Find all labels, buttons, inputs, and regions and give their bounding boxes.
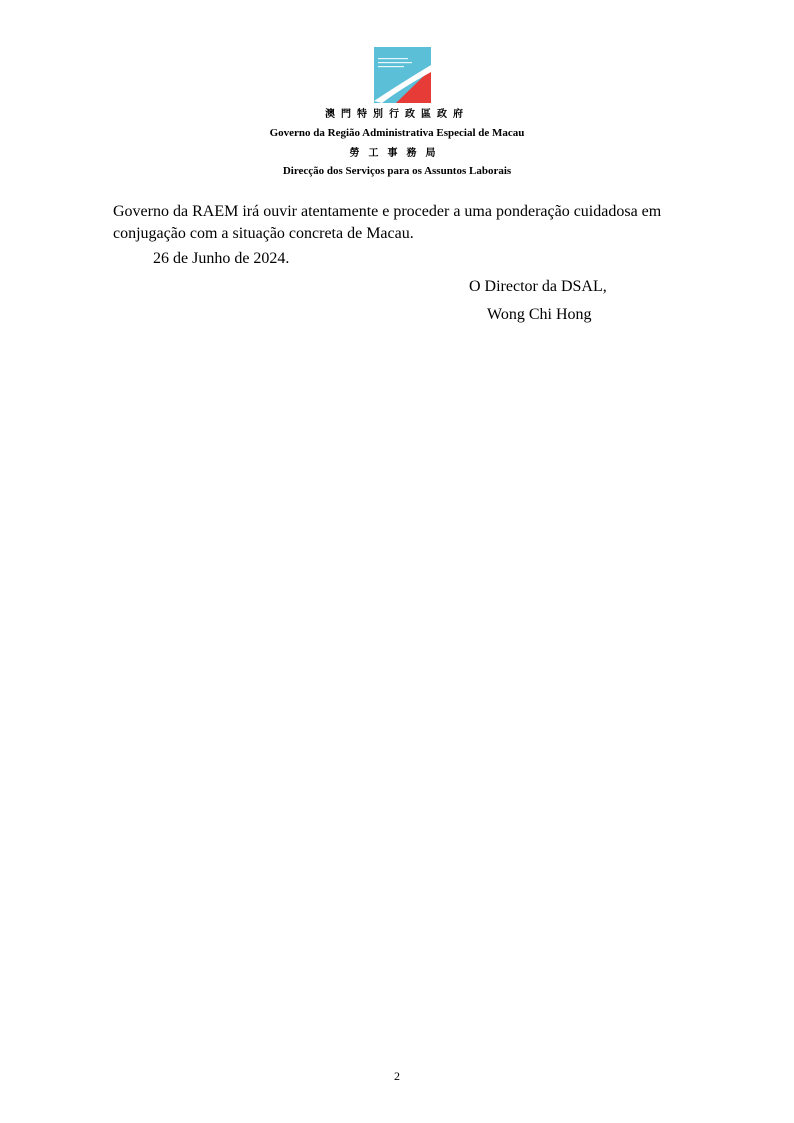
signatory-title: O Director da DSAL,: [469, 278, 607, 295]
department-name-chinese: 勞工事務局: [349, 148, 445, 159]
government-name-portuguese: Governo da Região Administrativa Especial de Macau: [269, 127, 525, 139]
letter-date: 26 de Junho de 2024.: [153, 250, 290, 267]
department-name-portuguese: Direcção dos Serviços para os Assuntos Laborais: [282, 165, 512, 177]
page-number: 2: [394, 1069, 400, 1083]
body-paragraph: Governo da RAEM irá ouvir atentamente e proceder a uma ponderação cuidadosa em conjugação com a situação concreta de Macau.: [113, 203, 662, 242]
government-name-chinese: 澳門特別行政區政府: [325, 109, 469, 120]
dsal-logo-icon: [374, 47, 431, 103]
signatory-name: Wong Chi Hong: [487, 306, 592, 323]
